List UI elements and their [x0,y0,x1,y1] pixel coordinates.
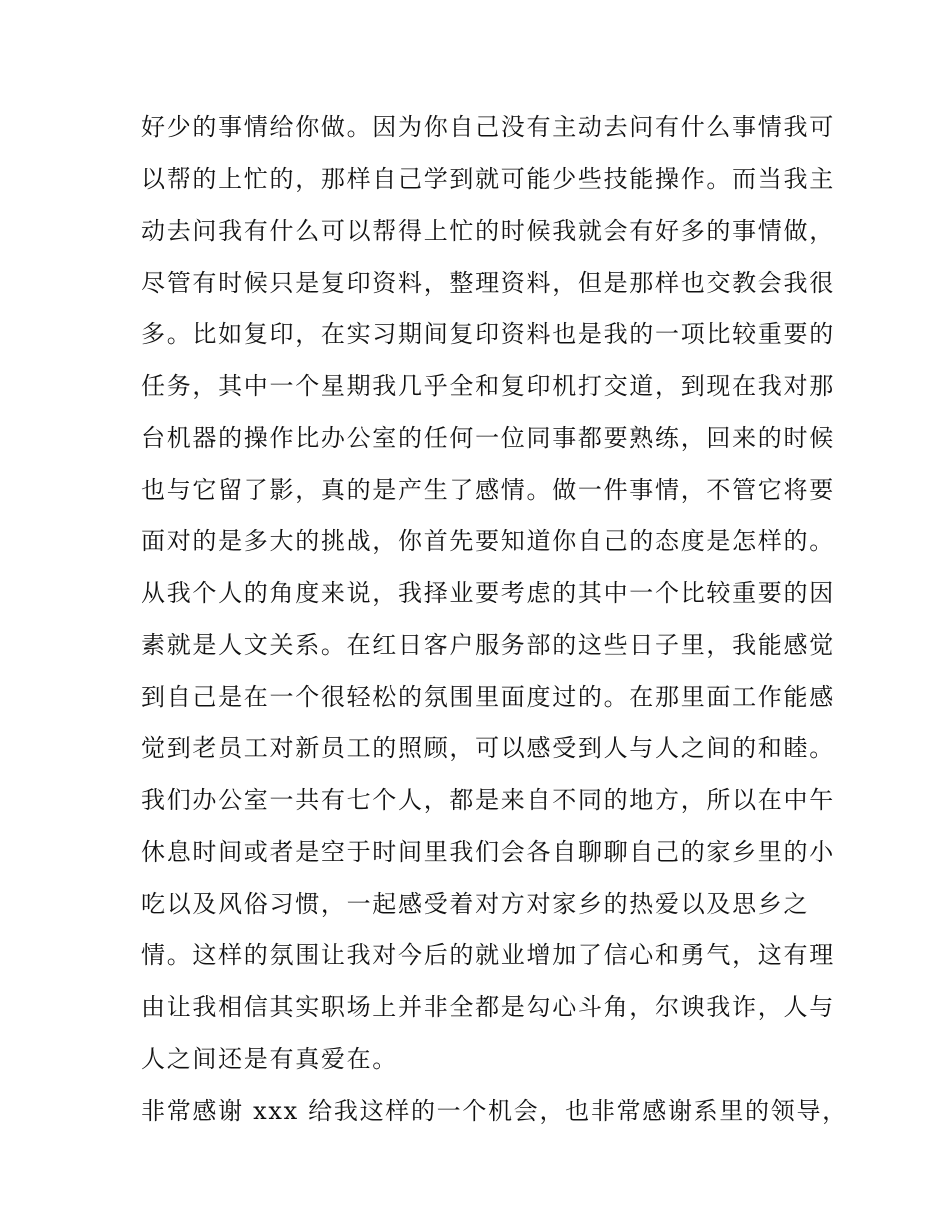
text-line: 情。这样的氛围让我对今后的就业增加了信心和勇气，这有理 [141,941,835,969]
text-line: 任务，其中一个星期我几乎全和复印机打交道，到现在我对那 [141,372,835,400]
text-line: 从我个人的角度来说，我择业要考虑的其中一个比较重要的因 [141,579,835,607]
text-line: 人之间还是有真爱在。 [141,1045,398,1073]
text-line: 非常感谢 xxx 给我这样的一个机会，也非常感谢系里的领导， [141,1097,848,1125]
text-line: 动去问我有什么可以帮得上忙的时候我就会有好多的事情做， [141,217,835,245]
text-line: 面对的是多大的挑战，你首先要知道你自己的态度是怎样的。 [141,527,835,555]
text-line: 由让我相信其实职场上并非全都是勾心斗角，尔谀我诈，人与 [141,993,835,1021]
text-line: 素就是人文关系。在红日客户服务部的这些日子里，我能感觉 [141,631,835,659]
text-line: 吃以及风俗习惯，一起感受着对方对家乡的热爱以及思乡之 [141,890,810,918]
text-line: 我们办公室一共有七个人，都是来自不同的地方，所以在中午 [141,786,835,814]
text-line: 休息时间或者是空于时间里我们会各自聊聊自己的家乡里的小 [141,838,835,866]
text-line: 台机器的操作比办公室的任何一位同事都要熟练，回来的时候 [141,424,835,452]
text-line: 觉到老员工对新员工的照顾，可以感受到人与人之间的和睦。 [141,734,835,762]
text-line: 多。比如复印，在实习期间复印资料也是我的一项比较重要的 [141,320,835,348]
text-line: 到自己是在一个很轻松的氛围里面度过的。在那里面工作能感 [141,683,835,711]
text-line: 以帮的上忙的，那样自己学到就可能少些技能操作。而当我主 [141,165,835,193]
text-line: 也与它留了影，真的是产生了感情。做一件事情，不管它将要 [141,476,835,504]
text-line: 尽管有时候只是复印资料，整理资料，但是那样也交教会我很 [141,269,835,297]
text-line: 好少的事情给你做。因为你自己没有主动去问有什么事情我可 [141,113,835,141]
